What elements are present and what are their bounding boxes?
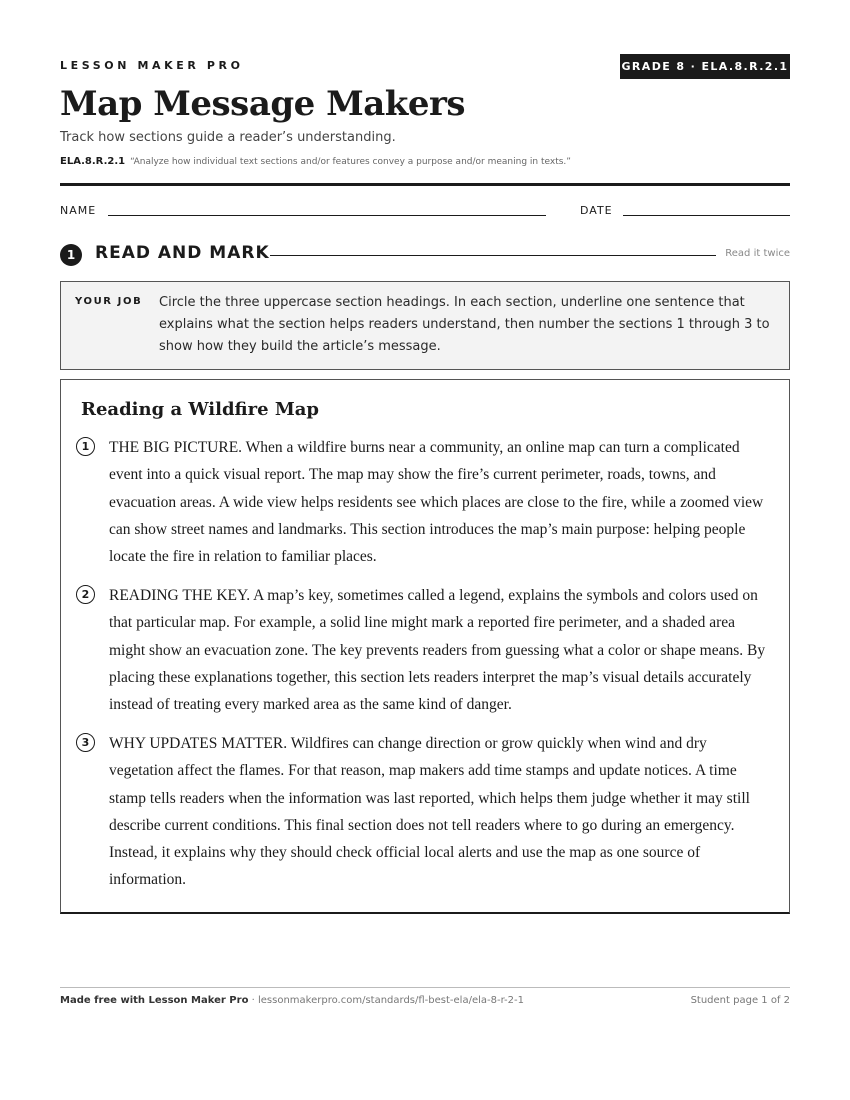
- job-label: YOUR JOB: [75, 296, 143, 307]
- section-number-badge: 1: [60, 244, 82, 266]
- job-box: [60, 281, 790, 370]
- footer-made-with: Made free with Lesson Maker Pro: [60, 995, 249, 1006]
- name-field[interactable]: [108, 215, 546, 216]
- paragraph-number-3: 3: [76, 733, 95, 752]
- article-title: Reading a Wildfire Map: [81, 399, 319, 420]
- page-subtitle: Track how sections guide a reader’s understanding.: [60, 130, 396, 145]
- article-paragraph-3: WHY UPDATES MATTER. Wildfires can change direction or grow quickly when wind and dry vegetation affect the flames. For that reason, map makers add time stamps and update notices. A time stamp tells readers when the information was last reported, which helps them judge whether it may still describe current conditions. This final section does not tell readers where to go during an emergency. Instead, it explains why they should check official local alerts and use the map as one source of information.: [109, 735, 750, 889]
- job-instructions: Circle the three uppercase section headings. In each section, underline one sentence that explains what the section helps readers understand, then number the sections 1 through 3 to show how they build the article’s message.: [159, 295, 770, 354]
- standard-text: “Analyze how individual text sections and/or features convey a purpose and/or meaning in texts.”: [130, 157, 571, 167]
- section-header: [60, 242, 790, 268]
- name-label: NAME: [60, 204, 97, 217]
- footer-url[interactable]: · lessonmakerpro.com/standards/fl-best-ela/ela-8-r-2-1: [251, 995, 525, 1006]
- date-field[interactable]: [623, 215, 790, 216]
- section-divider: [270, 255, 716, 256]
- name-date-row: [60, 204, 790, 224]
- footer-divider: [60, 987, 790, 988]
- article-box: [60, 379, 790, 914]
- paragraph-number-1: 1: [76, 437, 95, 456]
- standard-line: [60, 156, 571, 167]
- header-divider: [60, 183, 790, 186]
- grade-badge: GRADE 8 · ELA.8.R.2.1: [620, 54, 790, 79]
- paragraph-number-2: 2: [76, 585, 95, 604]
- footer-credit: [60, 995, 524, 1006]
- date-label: DATE: [580, 204, 613, 217]
- page-title: Map Message Makers: [60, 84, 466, 124]
- standard-code: ELA.8.R.2.1: [60, 156, 126, 167]
- article-paragraph-2: READING THE KEY. A map’s key, sometimes called a legend, explains the symbols and colors used on that particular map. For example, a solid line might mark a reported fire perimeter, and a shaded area might show an evacuation zone. The key prevents readers from guessing what a color or shape means. By placing these explanations together, this section lets readers interpret the map’s visual details accurately instead of treating every marked area as the same kind of danger.: [109, 587, 766, 714]
- footer-page-number: Student page 1 of 2: [690, 995, 790, 1006]
- section-note: Read it twice: [725, 248, 790, 259]
- brand-name: LESSON MAKER PRO: [60, 59, 244, 72]
- article-paragraph-1: THE BIG PICTURE. When a wildfire burns near a community, an online map can turn a complicated event into a quick visual report. The map may show the fire’s current perimeter, roads, towns, and evacuation areas. A wide view helps residents see which places are close to the fire, while a zoomed view can show street names and landmarks. This section introduces the map’s main purpose: helping people locate the fire in relation to familiar places.: [109, 439, 764, 566]
- section-title: READ AND MARK: [95, 243, 270, 263]
